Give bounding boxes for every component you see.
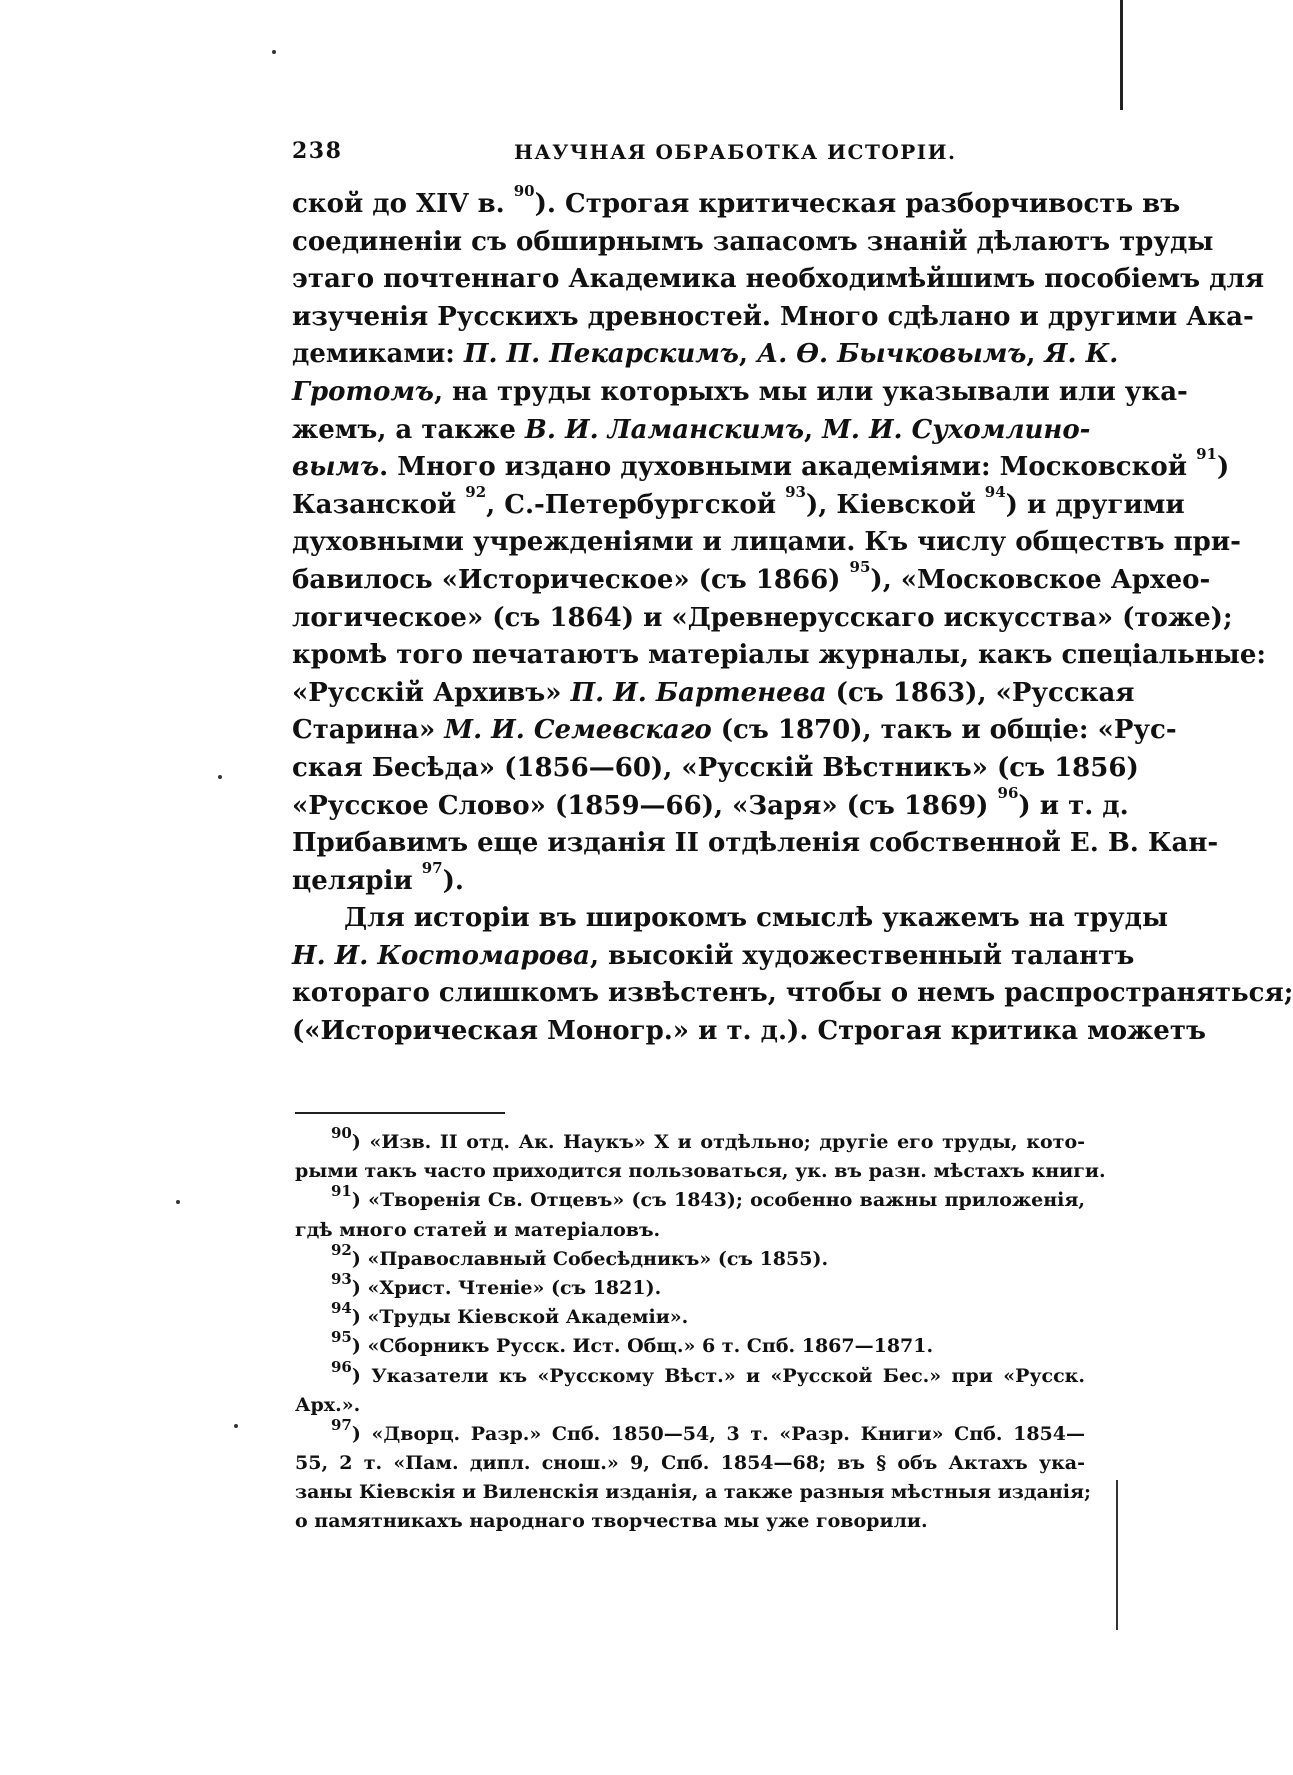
text-line: Гротомъ, на труды которыхъ мы или указывали или ука- — [292, 376, 1188, 407]
footnote-line: 55, 2 т. «Пам. дипл. снош.» 9, Спб. 1854—68; въ § объ Актахъ ука- — [295, 1452, 1085, 1475]
text-line: Казанской $^{92}$, С.-Петербургской $^{93}$), Кіевской $^{94}$) и другими — [292, 482, 1185, 520]
footnote-line: Арх.». — [295, 1393, 361, 1416]
footnote-ref[interactable]: 95 — [849, 557, 871, 576]
footnote-line: гдѣ много статей и матеріаловъ. — [295, 1218, 661, 1241]
text-line: демиками: П. П. Пекарскимъ, А. Ѳ. Бычковымъ, Я. К. — [292, 339, 1119, 370]
running-title: НАУЧНАЯ ОБРАБОТКА ИСТОРІИ. — [514, 140, 957, 164]
text-line: логическое» (съ 1864) и «Древнерусскаго искусства» (тоже); — [292, 602, 1233, 633]
footnote-line: $^{92}$) «Православный Собесѣдникъ» (съ 1855). — [331, 1240, 829, 1270]
footnote-line: $^{93}$) «Христ. Чтеніе» (съ 1821). — [331, 1269, 662, 1299]
text-line: бавилось «Историческое» (съ 1866) $^{95}$), «Московское Архео- — [292, 557, 1211, 595]
footnote-line: $^{91}$) «Творенія Св. Отцевъ» (съ 1843); особенно важны приложенія, — [331, 1182, 1085, 1212]
footnote-ref[interactable]: 92 — [465, 482, 487, 501]
speck — [176, 1200, 180, 1204]
page-edge-line — [1120, 0, 1123, 110]
text-line: Для исторіи въ широкомъ смыслѣ укажемъ на труды — [344, 903, 1169, 934]
footnote-line: $^{97}$) «Дворц. Разр.» Спб. 1850—54, 3 т. «Разр. Книги» Спб. 1854— — [331, 1415, 1085, 1445]
footnote-line: $^{90}$) «Изв. II отд. Ак. Наукъ» X и отдѣльно; другіе его труды, кото- — [331, 1124, 1085, 1153]
main-text — [292, 182, 1293, 1051]
footnote-ref[interactable]: 96 — [997, 783, 1019, 802]
speck — [272, 50, 276, 54]
footnote-line: рыми такъ часто приходится пользоваться, ук. въ разн. мѣстахъ книги. — [295, 1160, 1106, 1183]
text-line: Старина» М. И. Семевскаго (съ 1870), такъ и общіе: «Рус- — [292, 715, 1177, 746]
footnote-ref[interactable]: 90 — [513, 182, 535, 200]
footnote-line: о памятникахъ народнаго творчества мы уже говорили. — [295, 1510, 928, 1533]
footnote-ref[interactable]: 97 — [421, 858, 443, 877]
page-number: 238 — [292, 138, 343, 164]
text-line: «Русское Слово» (1859—66), «Заря» (съ 1869) $^{96}$) и т. д. — [292, 783, 1129, 821]
text-line: котораго слишкомъ извѣстенъ, чтобы о немъ распространяться; — [292, 978, 1293, 1009]
text-line: ская Бесѣда» (1856—60), «Русскій Вѣстникъ» (съ 1856) — [292, 752, 1139, 783]
footnote-line: $^{95}$) «Сборникъ Русск. Ист. Общ.» 6 т. Спб. 1867—1871. — [331, 1328, 934, 1358]
text-line: духовными учрежденіями и лицами. Къ числу обществъ при- — [292, 527, 1241, 558]
text-line: Н. И. Костомарова, высокій художественный талантъ — [292, 940, 1135, 971]
footnote-ref[interactable]: 94 — [984, 482, 1006, 501]
text-line: целяріи $^{97}$). — [292, 858, 464, 896]
footnote-line: $^{94}$) «Труды Кіевской Академіи». — [331, 1299, 689, 1329]
footnote-ref[interactable]: 91 — [1196, 445, 1217, 464]
text-line: вымъ. Много издано духовными академіями: Московской $^{91}$) — [292, 445, 1230, 483]
text-line: («Историческая Моногр.» и т. д.). Строгая критика можетъ — [292, 1016, 1206, 1047]
text-line: изученія Русскихъ древностей. Много сдѣлано и другими Ака- — [292, 301, 1254, 332]
footnote-divider — [295, 1112, 505, 1114]
text-line: ской до XIV в. $^{90}$). Строгая критическая разборчивость въ — [292, 182, 1181, 219]
text-line: этаго почтеннаго Академика необходимѣйшимъ пособіемъ для — [292, 264, 1265, 295]
footnote-line: $^{96}$) Указатели къ «Русскому Вѣст.» и «Русской Бес.» при «Русск. — [331, 1357, 1085, 1387]
text-line: соединеніи съ обширнымъ запасомъ знаній дѣлаютъ труды — [292, 226, 1214, 257]
text-line: «Русскій Архивъ» П. И. Бартенева (съ 1863), «Русская — [292, 677, 1135, 708]
text-line: Прибавимъ еще изданія II отдѣленія собственной Е. В. Кан- — [292, 828, 1219, 859]
footnotes — [295, 1124, 1106, 1537]
speck — [234, 1424, 238, 1428]
page-edge-line-lower — [1116, 1480, 1118, 1630]
footnote-ref[interactable]: 93 — [785, 482, 806, 501]
footnote-line: заны Кіевскія и Виленскія изданія, а также разныя мѣстныя изданія; — [295, 1481, 1092, 1504]
text-line: жемъ, а также В. И. Ламанскимъ, М. И. Сухомлино- — [292, 414, 1091, 445]
speck — [218, 775, 222, 779]
text-line: кромѣ того печатаютъ матеріалы журналы, какъ спеціальные: — [292, 640, 1266, 671]
running-header — [292, 136, 1100, 170]
